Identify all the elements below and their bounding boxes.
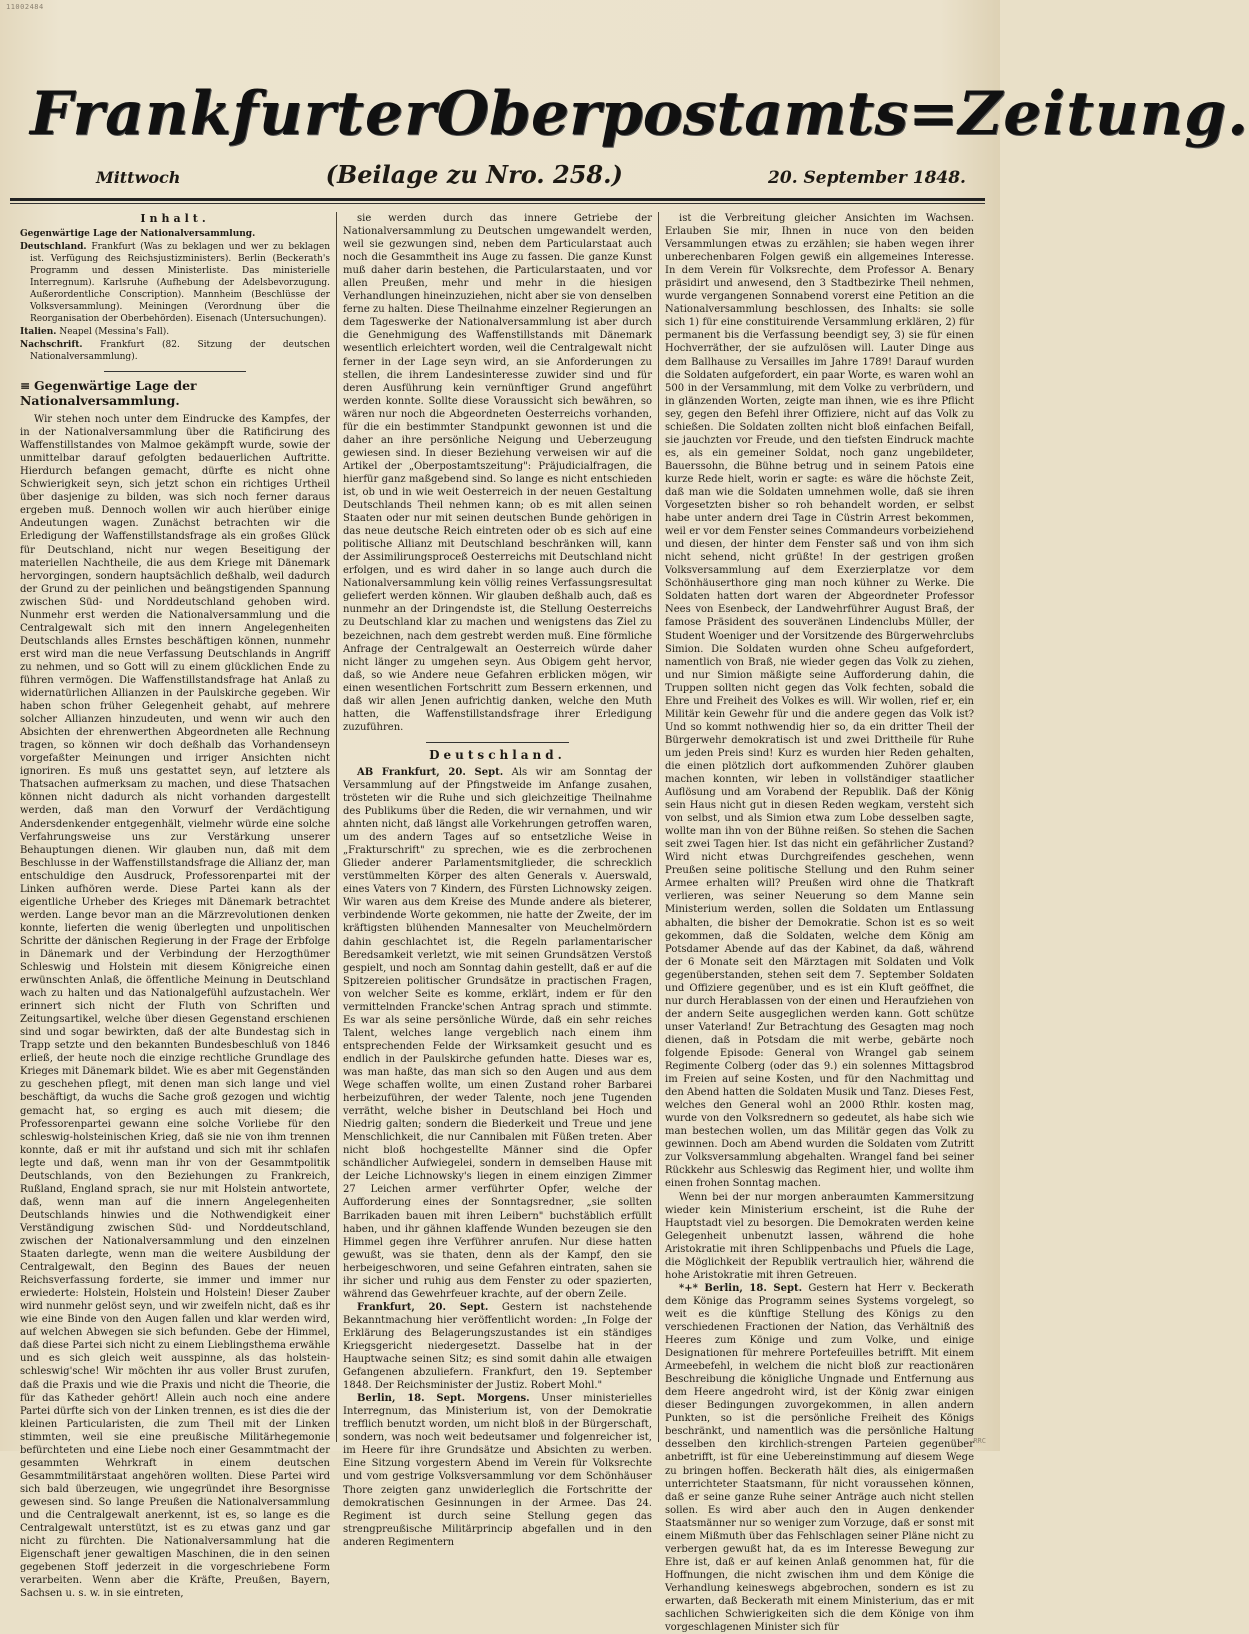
masthead bbox=[30, 52, 1249, 149]
issue-day: Mittwoch bbox=[96, 168, 181, 187]
toc-entry: Nachschrift. Frankfurt (82. Sitzung der deutschen Nationalversammlung). bbox=[20, 340, 330, 363]
article-title: ≡ Gegenwärtige Lage der Nationalversammlung. bbox=[20, 378, 197, 409]
news-item-frankfurt: AB Frankfurt, 20. Sept. Als wir am Sonntag der Versammlung auf der Pfingstweide im Anfange zusahen, trösteten wir die Ruhe und sich gleichzeitige Theilnahme des Publikums über die Reden, die wir vernahmen, und wir ahnten nicht, daß längst alle Vorkehrungen getroffen waren, um des andern Tages auf so entsetzliche Weise in „Frakturschrift" zu sprechen, wie es die zerbrochenen Glieder anderer Parlamentsmitglieder, die schrecklich verstümmelten Körper des alten Generals v. Auerswald, eines Vaters von 7 Kindern, des Fürsten Lichnowsky zeigen. Wir waren aus dem Kreise des Munde andere als bieterer, verbindende Worte gekommen, nie hatte der Zweite, der im kräftigsten blühenden Mannesalter von Meuchelmördern dahin geschlachtet ist, die Regeln parlamentarischer Beredsamkeit verletzt, wie mit seinen Grundsätzen Verstoß gespielt, und noch am Sonntag dahin gestellt, daß er auf die Spitzereien politischer Grundsätze in practischen Fragen, von welcher Seite es komme, erklärt, indem er für den vermittelnden Francke'schen Antrag sprach und stimmte. Es war als seine persönliche Würde, daß ein sehr reiches Talent, welches lange vergeblich nach einem ihm entsprechenden Felde der Wirksamkeit gesucht und es endlich in der Paulskirche gefunden hatte. Dieses war es, was man haßte, das man sich so den Augen und aus dem Wege schaffen wollte, um einen Zustand roher Barbarei herbeizuführen, der weder Talente, noch jene Tugenden verrätht, welche bisher in Deutschland bei Hoch und Niedrig galten; sondern die Biederkeit und Treue und jene Menschlichkeit, die nur Cannibalen mit Füßen treten. Aber nicht bloß hochgestellte Männer sind die Opfer schändlicher Aufwiegelei, sondern in demselben Hause mit der Leiche Lichnowsky's liegen in einem einzigen Zimmer 27 Leichen armer verführter Opfer, welche der Aufforderung eines der Sonntagsredner, „sie sollten Barrikaden bauen mit ihren Leibern" buchstäblich erfüllt haben, und ihr gähnen klaffende Wunden bezeugen sie den Himmel gegen ihre Verführer anrufen. Nur diese hatten gewußt, was sie thaten, denn als der Kampf, den sie herbeigeschworen, und seine Gefahren eintraten, sahen sie ihr sicher und ruhig aus dem Fenster zu oder spazierten, während das Gewehrfeuer krachte, auf der obern Zeile. bbox=[343, 766, 652, 1300]
masthead-rule-thin bbox=[10, 203, 985, 204]
issue-line bbox=[96, 160, 966, 189]
section-divider bbox=[104, 371, 247, 372]
toc-entry: Deutschland. Frankfurt (Was zu beklagen und wer zu beklagen ist. Verfügung des Reichsjustizministers). Berlin (Beckerath's Programm und dessen Ministerliste. Das ministerielle Interregnum). Karlsruhe (Aufhebung der Adelsbevorzugung. Außerordentliche Conscription). Mannheim (Beschlüsse der Volksversammlung). Meiningen (Verordnung über die Reorganisation der Oberbehörden). Eisenach (Untersuchungen). bbox=[20, 242, 330, 325]
archive-footer-mark: RRC bbox=[973, 1437, 986, 1445]
masthead-word-frankfurter: Frankfurter bbox=[30, 79, 437, 149]
article-body: Wir stehen noch unter dem Eindrucke des Kampfes, der in der Nationalversammlung über die Ratificirung des Waffenstillstandes von Malmoe gekämpft wurde, sowie der unmittelbar darauf gefolgten bedauerlichen Auftritte. Hierdurch befangen gemacht, dürfte es nicht ohne Schwierigkeit seyn, sich jetzt schon ein richtiges Urtheil über dasjenige zu bilden, was sich noch ferner daraus ergeben muß. Dennoch wollen wir auch hierüber einige Andeutungen wagen. Zunächst betrachten wir die Erledigung der Waffenstillstandsfrage als ein großes Glück für Deutschland, nicht nur wegen Beseitigung der materiellen Nachtheile, die aus dem Kriege mit Dänemark hervorgingen, sondern hauptsächlich deßhalb, weil dadurch der Grund zu der peinlichen und beängstigenden Spannung zwischen Süd- und Norddeutschland gehoben wird. Nunmehr erst werden die Nationalversammlung und die Centralgewalt sich mit den innern Angelegenheiten Deutschlands alles Ernstes beschäftigen können, nunmehr erst wird man die neue Verfassung Deutschlands in Angriff zu nehmen, und so Gott will zu einem glücklichen Ende zu führen vermögen. Die Waffenstillstandsfrage hat Anlaß zu widernatürlichen Allianzen in der Paulskirche gegeben. Wir haben schon früher Gelegenheit gehabt, auf mehrere solcher Allianzen hinzudeuten, und wenn wir auch den Absichten der ehrenwerthen Abgeordneten alle Rechnung tragen, so können wir doch deßhalb das Vorhandenseyn vorgefaßter Meinungen und irriger Ansichten nicht ignoriren. Es muß uns gestattet seyn, auf letztere als Thatsachen aufmerksam zu machen, und diese Thatsachen können nicht dadurch als nicht vorhanden dargestellt werden, daß man den Vorwurf der Verdächtigung Andersdenkender entgegenhält, vielmehr würde eine solche Verfahrungsweise uns zur Verstärkung unserer Behauptungen dienen. Wir glauben nun, daß mit dem Beschlusse in der Waffenstillstandsfrage die Allianz der, man entschuldige den Ausdruck, Professorenpartei mit der Linken aufhören werde. Diese Partei kann als der eigentliche Urheber des Krieges mit Dänemark betrachtet werden. Lange bevor man an die Märzrevolutionen denken konnte, lieferten die wenig überlegten und unpolitischen Schritte der dänischen Regierung in der Frage der Erbfolge in Dänemark und der Verbindung der Herzogthümer Schleswig und Holstein mit diesem Königreiche einen erwünschten Anlaß, die öffentliche Meinung in Deutschland wach zu halten und das Nationalgefühl aufzustacheln. Wer erinnert sich nicht der Fluth von Schriften und Zeitungsartikel, welche über diesen Gegenstand erschienen sind und sogar bewirkten, daß der alte Bundestag sich in Trapp setzte und den bekannten Bundesbeschluß von 1846 erließ, der heute noch die einzige rechtliche Grundlage des Krieges mit Dänemark bildet. Wie es aber mit Gegenständen zu geschehen pflegt, mit denen man sich lange und viel beschäftigt, da wuchs die Sache groß gezogen und wichtig gemacht hat, so erging es auch mit diesem; die Professorenpartei gewann eine solche Vorliebe für den schleswig-holsteinischen Krieg, daß sie nie von ihm trennen konnte, daß er mit ihr aufstand und sich mit ihr schlafen legte und daß, wenn man ihr von der Gesammtpolitik Deutschlands, von den Beziehungen zu Frankreich, Rußland, England sprach, sie nur mit Holstein antwortete, daß, wenn man auf die innern Angelegenheiten Deutschlands hinwies und die Nothwendigkeit einer Verständigung zwischen Süd- und Norddeutschland, zwischen der Nationalversammlung und den einzelnen Staaten darlegte, wenn man die weitere Ausbildung der Centralgewalt, den Beginn des Baues der neuen Reichsverfassung forderte, sie immer und immer nur erwiederte: Holstein, Holstein und Holstein! Dieser Zauber wird nunmehr gelöst seyn, und wir zweifeln nicht, daß es ihr wie eine Binde von den Augen fallen und klar werden wird, auf welchen Abwegen sie sich befunden. Gebe der Himmel, daß diese Partei sich nicht zu einem Lieblingsthema erwähle und es sich gleich weit ausspinne, als das holstein-schleswig'sche! Wir möchten ihr aus voller Brust zurufen, daß die Praxis und wie die Praxis und nicht die Theorie, die für das Katheder gehört! Allein auch noch eine andere Partei dürfte sich von der Linken trennen, es ist dies die der kleinen Particularisten, die zum Theil mit der Linken stimmten, weil sie eine preußische Militärhegemonie befürchteten und eine Liebe noch einer Gesammtmacht der gesammten Wehrkraft in einem deutschen Gesammtmilitärstaat angehören wollten. Diese Partei wird sich bald überzeugen, wie ungegründet ihre Besorgnisse gewesen sind. So lange Preußen die Nationalversammlung und die Centralgewalt anerkennt, ist es, so lange es die Centralgewalt unterstützt, ist es zu etwas ganz und gar nicht zu fürchten. Die Nationalversammlung hat die Eigenschaft jener gewaltigen Maschinen, die in den seinen gegebenen Stoff jederzeit in die vorgeschriebene Form verarbeiten. Wenn aber die Kräfte, Preußen, Bayern, Sachsen u. s. w. in sie eintreten, bbox=[20, 414, 330, 1600]
masthead-rule bbox=[10, 198, 985, 201]
toc-entry: Italien. Neapel (Messina's Fall). bbox=[20, 327, 170, 338]
issue-date: 20. September 1848. bbox=[768, 168, 966, 188]
toc-entry: Gegenwärtige Lage der Nationalversammlung. bbox=[20, 229, 256, 240]
masthead-word-zeitung: Zeitung. bbox=[958, 79, 1249, 149]
section-heading-deutschland: Deutschland. bbox=[429, 747, 566, 762]
archive-id: 11002484 bbox=[6, 3, 44, 11]
news-item-berlin: Berlin, 18. Sept. Morgens. Unser ministerielles Interregnum, das Ministerium ist, von der Demokratie trefflich benutzt worden, um nicht bloß in der Bürgerschaft, sondern, was noch weit bedeutsamer und folgenreicher ist, im Heere für ihre Grundsätze und Absichten zu werben. Eine Sitzung vorgestern Abend im Verein für Volksrechte und vom gestrige Volksversammlung vor dem Schönhäuser Thore zeigten ganz unwiderleglich die Fortschritte der demokratischen Gesinnungen in der Armee. Das 24. Regiment ist durch seine Stellung gegen das strengpreußische Militärprincip abgefallen und in den anderen Regimentern bbox=[343, 1393, 653, 1548]
article-columns bbox=[14, 212, 986, 1634]
issue-supplement: (Beilage zu Nro. 258.) bbox=[325, 160, 623, 189]
section-divider bbox=[426, 742, 568, 743]
news-item-berlin-note: Wenn bei der nur morgen anberaumten Kammersitzung wieder kein Ministerium erscheint, ist die Ruhe der Hauptstadt viel zu besorgen. Die Demokraten werden keine Gelegenheit unbenutzt lassen, während die hohe Aristokratie mit ihren Schlippenbachs und Pfuels die Lage, die Möglichkeit der Republik vertraulich hier, während die hohe Aristokratie mit ihren Getreuen. bbox=[665, 1191, 974, 1281]
news-item-berlin-continued: ist die Verbreitung gleicher Ansichten im Wachsen. Erlauben Sie mir, Ihnen in nuce von den beiden Versammlungen etwas zu erzählen; sie haben wegen ihrer unberechenbaren Folgen gewiß ein allgemeines Interesse. In dem Verein für Volksrechte, dem Professor A. Benary präsidirt und anwesend, den 3 Stadtbezirke Theil nehmen, wurde vergangenen Sonnabend vorerst eine Petition an die Nationalversammlung beschlossen, des Inhalts: sie solle sich 1) für eine constituirende Versammlung erklären, 2) für permanent bis die Verfassung beendigt sey, 3) sie für einen Hochverräther, der sie aufzulösen will. Lauter Dinge aus dem Ballhause zu Versailles im Jahre 1789! Darauf wurden die Soldaten aufgefordert, ein paar Worte, es waren wohl an 500 in der Versammlung, mit dem Volke zu verbrüdern, und in glänzenden Worten, zeigte man ihnen, wie es ihre Pflicht sey, gegen den Befehl ihrer Offiziere, nicht auf das Volk zu schießen. Die Soldaten zollten nicht bloß einfachen Beifall, sie jauchzten vor Freude, und den tiefsten Eindruck machte es, als ein gemeiner Soldat, noch ganz ungebildeter, Bauerssohn, die Bühne betrug und in seinem Patois eine kurze Rede hielt, worin er sagte: es wäre die höchste Zeit, daß man wie die Soldaten umnehmen wolle, daß sie ihren Vorgesetzten bisher so roh behandelt worden, er selbst habe unter andern drei Tage in Cüstrin Arrest bekommen, weil er vor dem Fenster seines Commandeurs vorbeiziehend und diesen, der hinter dem Fenster saß und von ihm sich nicht sehend, nicht grüßte! In der gestrigen großen Volksversammlung auf dem Exerzierplatze vor dem Schönhäuserthore ging man noch kühner zu Werke. Die Soldaten hatten dort waren der Abgeordneter Professor Nees von Esenbeck, der Landwehrführer August Braß, der famose Präsident des souveränen Lindenclubs Müller, der Student Woeniger und der Vorsitzende des Bürgerwehrclubs Simion. Die Soldaten wurden ohne Scheu aufgefordert, namentlich von Braß, nie wieder gegen das Volk zu ziehen, und nur Simion mäßigte seine Aufforderung dahin, die Truppen sollten nicht gegen das Volk fechten, sobald die Ehre und Freiheit des Volkes es will. Wir wollen, rief er, ein Militär kein Gewehr für und die andere gegen das Volk ist? Und so kommt nothwendig hier so, da ein dritter Theil der Bürgerwehr demokratisch ist und zwei Drittheile für Ruhe um jeden Preis sind! Kurz es wurden hier Reden gehalten, die einen plötzlich dort aufkommenden Zuhörer glauben machen konnten, wir leben in vollständiger staatlicher Auflösung und am Vorabend der Republik. Daß der König sein Haus nicht gut in diesen Reden wegkam, versteht sich von selbst, und als Simion etwa zum Lobe desselben sagte, wollte man ihn von der Bühne reißen. So stehen die Sachen seit zwei Tagen hier. Ist das nicht ein gefährlicher Zustand? Wird nicht etwas Durchgreifendes geschehen, wenn Preußen seine politische Stellung und den Ruhm seiner Armee erhalten will? Preußen wird ohne die Thatkraft verlieren, was seiner Neuerung so dem Manne sein Ministerium werden, sollen die Soldaten um Entlassung abhalten, die bisher der Demokratie. Schon ist es so weit gekommen, daß die Soldaten, welche dem König am Potsdamer Abende auf das der Kabinet, da daß, während der 6 Monate seit den Märztagen mit Soldaten und Volk gegenüberstanden, stehen seit dem 7. September Soldaten und Offiziere gegenüber, und es ist ein Kluft geöffnet, die nur durch Herablassen von der einen und Heraufziehen von der andern Seite ausgeglichen werden kann. Gott schütze unser Vaterland! Zur Betrachtung des Gesagten mag noch dienen, daß in Potsdam die mit werbe, gebärte noch folgende Episode: General von Wrangel gab seinem Regimente Colberg (oder das 9.) ein solennes Mittagsbrod im Freien auf seine Kosten, und für den Nachmittag und den Abend hatten die Soldaten Musik und Tanz. Dieses Fest, welches den General wohl an 2000 Rthlr. kosten mag, wurde von den Volksrednern so gedeutet, als habe sich wie man bestechen wollen, um das Militär gegen das Volk zu gewinnen. Doch am Abend wurden die Soldaten vom Zutritt zur Volksversammlung abgehalten. Wrangel fand bei seiner Rückkehr aus Schleswig das Regiment hier, und wollte ihm einen frohen Sonntag machen. bbox=[665, 213, 974, 1190]
section-mark-icon: ≡ bbox=[20, 378, 31, 394]
column-1 bbox=[14, 212, 336, 1600]
news-item-frankfurt-2: Frankfurt, 20. Sept. Gestern ist nachstehende Bekanntmachung hier veröffentlicht worden: „In Folge der Erklärung des Belagerungszustandes ist ein ständiges Kriegsgericht niedergesetzt. Dasselbe hat in der Hauptwache seinen Sitz; es sind somit dahin alle etwaigen Gefangenen abzuliefern. Frankfurt, den 19. September 1848. Der Reichsminister der Justiz. Robert Mohl." bbox=[343, 1301, 652, 1392]
table-of-contents bbox=[20, 228, 330, 363]
column-2 bbox=[336, 212, 658, 1548]
news-item-berlin-2: *+* Berlin, 18. Sept. Gestern hat Herr v. Beckerath dem Könige das Programm seines Systems vorgelegt, so weit es die künftige Stellung des Königs zu den verschiedenen Fractionen der Nation, das Verhältniß des Heeres zum Könige und zum Volke, und einige Designationen für mehrere Portefeuilles betrifft. Mit einem Armeebefehl, in welchem die nicht bloß zur reactionären Beschreibung die königliche Ungnade und Entfernung aus dem Heere angedroht wird, ist der König zwar einigen dieser Bedingungen zuvorgekommen, in allen andern Punkten, so ist die persönliche Freiheit des Königs beschränkt, und namentlich was die persönliche Haltung desselben den kirchlich-strengen Parteien gegenüber anbetrifft, ist für eine Uebereinstimmung auf diesem Wege zu bringen hoffen. Beckerath hält dies, als einigermaßen unterrichteter Staatsmann, für nicht voraussehen können, daß er seine ganze Ruhe seiner Anträge auch nicht stellen sollen. Es wird aber auch den in Augen denkender Staatsmänner nur so weniger zum Vorzuge, daß er sonst mit einem Mißmuth über das Fehlschlagen seiner Pläne nicht zu verbergen gewußt hat, da es im Interesse Bewegung zur Ehre ist, daß er auf keinen Anlaß genommen hat, für die Hoffnungen, die nicht zwischen ihm und dem Könige die Verhandlung keineswegs abgebrochen, sondern es ist zu erwarten, daß Beckerath mit einem Ministerium, das er mit sachlichen Schwierigkeiten sich die dem Könige von ihm vorgeschlagenen Minister sich für bbox=[665, 1282, 974, 1634]
toc-heading: Inhalt. bbox=[140, 212, 210, 225]
article-body-continued: sie werden durch das innere Getriebe der Nationalversammlung zu Deutschen umgewandelt werden, weil sie gezwungen sind, neben dem Particularstaat auch noch die Gesammtheit ins Auge zu fassen. Die ganze Kunst muß daher darin bestehen, die Particularstaaten, und vor allen Preußen, mehr und mehr in die hiesigen Verhandlungen hineinzuziehen, nicht aber sie von denselben ferne zu halten. Diese Theilnahme einzelner Regierungen an dem Tageswerke der Nationalversammlung ist aber durch die Genehmigung des Waffenstillstands mit Dänemark wesentlich erleichtert worden, weil die Centralgewalt nicht ferner in der Lage seyn wird, an sie Anforderungen zu stellen, die ihrem Landesinteresse zuwider sind und für deren Ausführung kein vernünftiger Grund angeführt werden konnte. Sollte diese Voraussicht sich bewähren, so wären nur noch die Abgeordneten Oesterreichs vorhanden, für die ein bestimmter Standpunkt gewonnen ist und die daher an ihre persönliche Neigung und Ueberzeugung gewiesen sind. In dieser Beziehung verweisen wir auf die Artikel der „Oberpostamtszeitung": Präjudicialfragen, die hierfür ganz maßgebend sind. So lange es nicht entschieden ist, ob und in wie weit Oesterreich in der neuen Gestaltung Deutschlands Theil nehmen kann; ob es mit allen seinen Staaten oder nur mit seinen deutschen Bunde gehörigen in das neue deutsche Reich eintreten oder ob es sich auf eine politische Allianz mit Deutschland beschränken will, kann der Assimilirungsproceß Oesterreichs mit Deutschland nicht erfolgen, und es wird daher in so lange auch durch die Nationalversammlung kein völlig reines Verfassungsresultat geliefert werden können. Wir glauben deßhalb auch, daß es nunmehr an der Dringendste ist, die Stellung Oesterreichs zu Deutschland klar zu machen und wenigstens das Ziel zu bezeichnen, nach dem gestrebt werden muß. Eine förmliche Anfrage der Centralgewalt an Oesterreich würde daher nicht länger zu umgehen seyn. Aus Obigem geht hervor, daß, so wie Andere neue Gefahren erblicken mögen, wir einen wesentlichen Fortschritt zum Bessern erkennen, und daß wir allen Jenen aufrichtig danken, welche den Muth hatten, die Waffenstillstandsfrage ihrer Erledigung zuzuführen. bbox=[343, 213, 652, 733]
masthead-word-oberpostamts: Oberpostamts= bbox=[436, 79, 959, 149]
